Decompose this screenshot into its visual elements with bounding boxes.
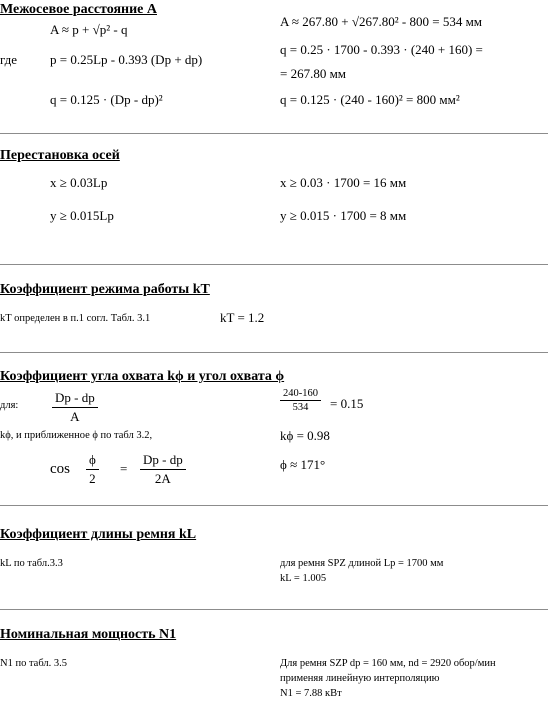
section-title-axis-shift: Перестановка осей: [0, 148, 120, 163]
result-A: A ≈ 267.80 + √267.80² - 800 = 534 мм: [280, 14, 483, 29]
formula-p: p = 0.25Lp - 0.393 (Dp + dp): [50, 52, 203, 67]
cos-label: cos: [50, 461, 70, 477]
section-title-wrap-angle: Коэффициент угла охвата kϕ и угол охвата ϕ: [0, 369, 285, 384]
belt-spec-line: Для ремня SZP dp = 160 мм, nd = 2920 обор/мин: [280, 658, 496, 669]
for-label: для:: [0, 400, 19, 411]
interpolation-line: применяя линейную интерполяцию: [280, 673, 440, 684]
fraction-D-d-over-A: [52, 390, 98, 425]
section-divider: [0, 505, 548, 506]
formula-x: x ≥ 0.03Lp: [50, 175, 108, 190]
result-fraction-denominator: 534: [292, 402, 309, 413]
nominal-power-value: N1 = 7.88 кВт: [280, 688, 342, 699]
section-divider: [0, 609, 548, 610]
fraction-phi-over-2: [86, 452, 99, 487]
fraction-cos-rhs: [140, 452, 186, 487]
cos-rhs-denominator: 2A: [154, 471, 171, 486]
result-q-line2: = 267.80 мм: [280, 66, 347, 81]
section-title-duty-factor: Коэффициент режима работы kT: [0, 282, 210, 297]
fraction-denominator: A: [70, 409, 80, 424]
section-title-length-factor: Коэффициент длины ремня kL: [0, 527, 197, 542]
section-divider: [0, 352, 548, 353]
fraction-phi: ϕ: [86, 452, 99, 470]
result-y: y ≥ 0.015 · 1700 = 8 мм: [280, 208, 407, 223]
phi-value: ϕ ≈ 171°: [280, 457, 326, 472]
duty-factor-value: kT = 1.2: [220, 310, 265, 325]
k-phi-value: kϕ = 0.98: [280, 428, 330, 443]
belt-length-line: для ремня SPZ длиной Lp = 1700 мм: [280, 558, 444, 569]
length-factor-value: kL = 1.005: [280, 573, 327, 584]
result-q2: q = 0.125 · (240 - 160)² = 800 мм²: [280, 92, 460, 107]
wrap-angle-note: kϕ, и приближенное ϕ по табл 3.2,: [0, 430, 153, 441]
where-label: где: [0, 52, 18, 67]
length-factor-note: kL по табл.3.3: [0, 558, 63, 569]
result-x: x ≥ 0.03 · 1700 = 16 мм: [280, 175, 407, 190]
section-title-nominal-power: Номинальная мощность N1: [0, 627, 177, 642]
section-divider: [0, 264, 548, 265]
result-fraction-numerator: 240-160: [280, 388, 321, 401]
duty-factor-note: kT определен в п.1 согл. Табл. 3.1: [0, 313, 151, 324]
fraction-two: 2: [89, 471, 96, 486]
result-q-line1: q = 0.25 · 1700 - 0.393 · (240 + 160) =: [280, 42, 483, 57]
fraction-numerator: Dp - dp: [52, 390, 98, 408]
formula-y: y ≥ 0.015Lp: [50, 208, 114, 223]
formula-A: A ≈ p + √p² - q: [50, 22, 128, 37]
nominal-power-note: N1 по табл. 3.5: [0, 658, 68, 669]
equals-sign: =: [120, 461, 128, 476]
formula-q: q = 0.125 · (Dp - dp)²: [50, 92, 163, 107]
section-title-center-distance: Межосевое расстояние A: [0, 2, 157, 17]
section-divider: [0, 133, 548, 134]
cos-rhs-numerator: Dp - dp: [140, 452, 186, 470]
result-fraction: [280, 388, 321, 413]
result-fraction-value: = 0.15: [330, 396, 364, 411]
